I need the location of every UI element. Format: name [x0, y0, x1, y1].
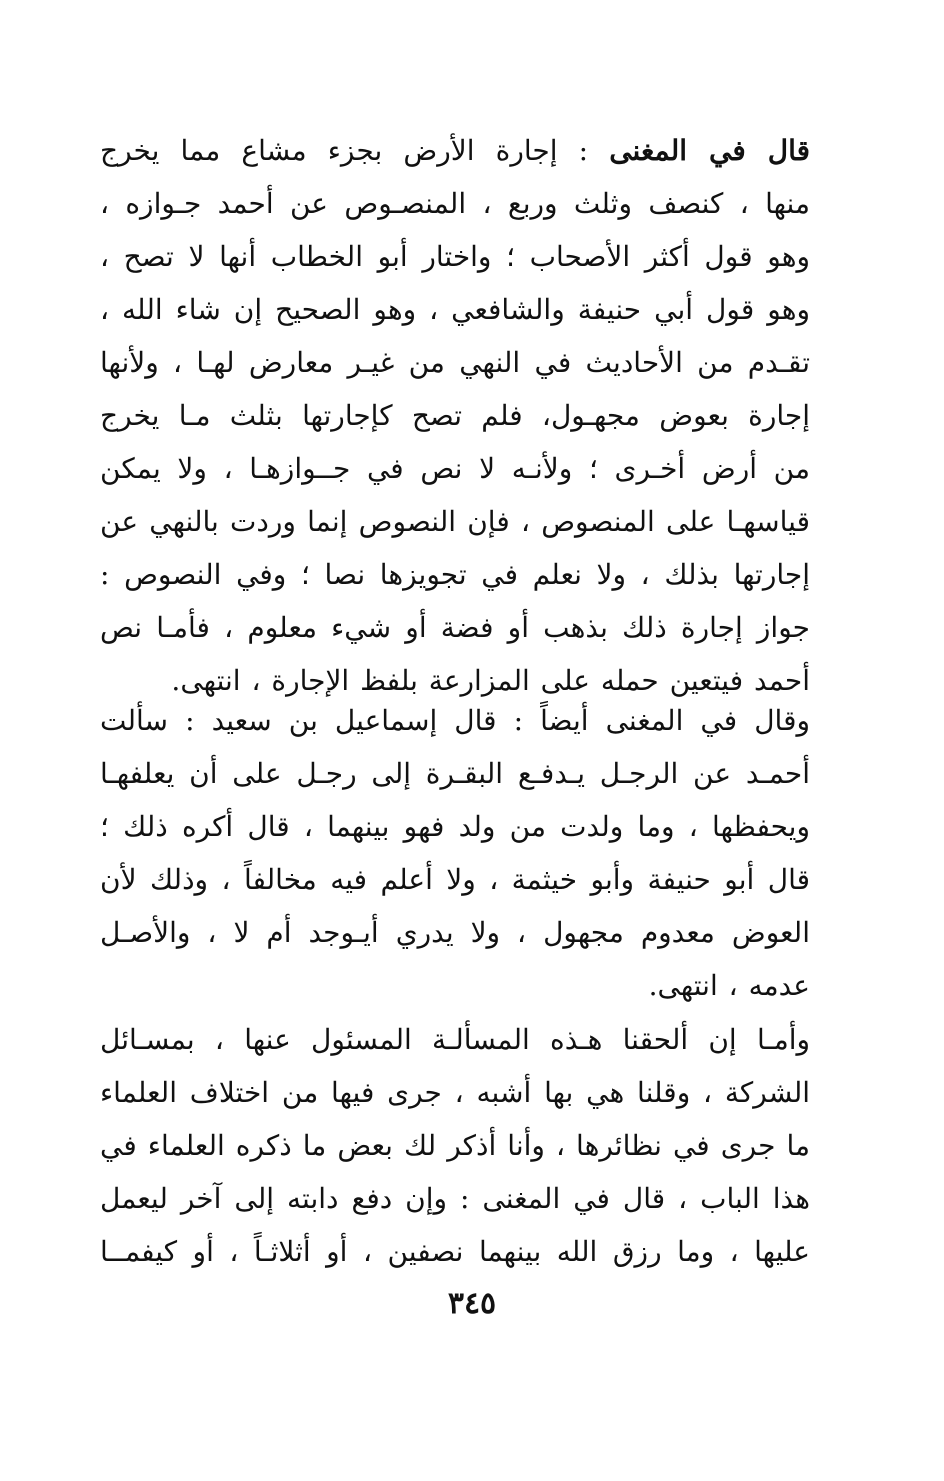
- paragraph-1-line-10: جواز إجارة ذلك بذهب أو فضة أو شيء معلوم ، فأمـا نص: [100, 611, 810, 644]
- paragraph-2-line-4: قال أبو حنيفة وأبو خيثمة ، ولا أعلم فيه مخالفاً ، وذلك لأن: [100, 863, 810, 896]
- paragraph-3-line-3: ما جرى في نظائرها ، وأنا أذكر لك بعض ما ذكره العلماء في: [100, 1129, 810, 1162]
- paragraph-3-line-2: الشركة ، وقلنا هي بها أشبه ، جرى فيها من اختلاف العلماء: [100, 1076, 810, 1109]
- paragraph-1-line-4: وهو قول أبي حنيفة والشافعي ، وهو الصحيح إن شاء الله ،: [100, 293, 810, 326]
- paragraph-2-line-5: العوض معدوم مجهول ، ولا يدري أيـوجد أم لا ، والأصـل: [100, 916, 810, 949]
- paragraph-1-line-9: إجارتها بذلك ، ولا نعلم في تجويزها نصا ؛ وفي النصوص :: [100, 558, 810, 591]
- paragraph-1-line-1-text: : إجارة الأرض بجزء مشاع مما يخرج: [100, 134, 610, 167]
- lead-bold-text: قال في المغنى: [609, 134, 810, 167]
- paragraph-1-line-11: أحمد فيتعين حمله على المزارعة بلفظ الإجارة ، انتهى.: [171, 664, 810, 697]
- paragraph-2-line-2: أحمـد عن الرجـل يـدفـع البقـرة إلى رجـل على أن يعلفهـا: [100, 757, 810, 790]
- paragraph-2: [100, 694, 810, 1012]
- paragraph-1-line-1: [100, 124, 810, 177]
- paragraph-3: [100, 1013, 810, 1278]
- paragraph-1-line-6: إجارة بعوض مجهـول، فلم تصح كإجارتها بثلث مـا يخرج: [100, 399, 810, 432]
- paragraph-2-line-3: ويحفظها ، وما ولدت من ولد فهو بينهما ، قال أكره ذلك ؛: [100, 810, 810, 843]
- paragraph-2-line-1: وقال في المغنى أيضاً : قال إسماعيل بن سعيد : سألت: [100, 704, 810, 737]
- paragraph-1-line-2: منها ، كنصف وثلث وربع ، المنصـوص عن أحمد جـوازه ،: [100, 187, 810, 220]
- paragraph-1-line-7: من أرض أخـرى ؛ ولأنـه لا نص في جــوازهـا ، ولا يمكن: [100, 452, 810, 485]
- page-number: ٣٤٥: [447, 1286, 497, 1321]
- paragraph-3-line-1: وأمـا إن ألحقنا هـذه المسألـة المسئول عنها ، بمسـائل: [100, 1023, 810, 1056]
- paragraph-2-line-6: عدمه ، انتهى.: [648, 969, 810, 1002]
- paragraph-1-line-8: قياسهـا على المنصوص ، فإن النصوص إنما وردت بالنهي عن: [100, 505, 810, 538]
- paragraph-1-line-5: تقـدم من الأحاديث في النهي من غيـر معارض لهـا ، ولأنها: [100, 346, 810, 379]
- paragraph-3-line-4: هذا الباب ، قال في المغنى : وإن دفع دابته إلى آخر ليعمل: [100, 1182, 810, 1215]
- paragraph-1: [100, 124, 810, 707]
- paragraph-3-line-5: عليها ، وما رزق الله بينهما نصفين ، أو أثلاثـاً ، أو كيفمــا: [100, 1235, 810, 1268]
- paragraph-1-line-3: وهو قول أكثر الأصحاب ؛ واختار أبو الخطاب أنها لا تصح ،: [100, 240, 810, 273]
